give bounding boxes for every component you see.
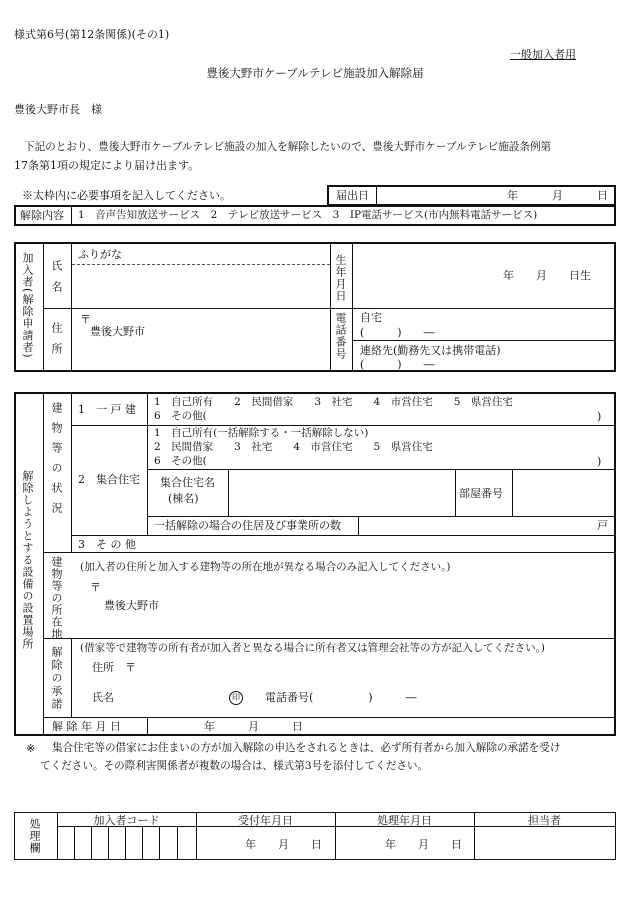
filing-date-box xyxy=(327,185,616,206)
detached-label: 1 一 戸 建 xyxy=(78,403,136,416)
intro-line-1: 下記のとおり、豊後大野市ケーブルテレビ施設の加入を解除したいので、豊後大野市ケーブルテレビ施設条例第 xyxy=(24,141,552,153)
filing-day: 日 xyxy=(597,189,608,202)
location-note: (加入者の住所と加入する建物等の所在地が異なる場合のみ記入してください。) xyxy=(80,561,451,573)
phone-label: 電話番号 xyxy=(334,312,347,360)
subscriber-code-label: 加入者コード xyxy=(93,814,160,827)
processing-label: 処理欄 xyxy=(28,818,41,854)
consent-address: 住所 〒 xyxy=(92,661,136,674)
staff-label: 担当者 xyxy=(528,814,561,827)
room-number-label: 部屋番号 xyxy=(459,487,503,500)
building-status-label: 建物等の状況 xyxy=(50,402,63,522)
filing-year: 年 xyxy=(507,189,518,202)
detached-close-paren: ) xyxy=(597,410,602,423)
detached-options-1: 1 自己所有 2 民間借家 3 社宅 4 市営住宅 5 県営住宅 xyxy=(154,396,513,408)
footnote-mark: ※ xyxy=(26,742,36,755)
subscriber-city: 豊後大野市 xyxy=(90,325,145,338)
consent-label: 解除の承諾 xyxy=(50,646,63,711)
contact-phone-format: ( ) ― xyxy=(360,358,435,371)
address-label: 住所 xyxy=(50,322,63,364)
contact-phone-label: 連絡先(勤務先又は携帯電話) xyxy=(360,344,501,357)
collective-options-2: 2 民間借家 3 社宅 4 市営住宅 5 県営住宅 xyxy=(154,441,433,453)
building-name-label: (棟名) xyxy=(168,492,199,505)
seal-icon: 印 xyxy=(229,691,243,705)
form-number: 様式第6号(第12条関係)(その1) xyxy=(14,28,170,41)
instruction-note: ※太枠内に必要事項を記入してください。 xyxy=(22,189,231,202)
received-date-format: 年 月 日 xyxy=(245,838,322,851)
complex-name-label: 集合住宅名 xyxy=(160,476,215,489)
subscriber-postal-mark: 〒 xyxy=(80,313,91,326)
cancel-date-label: 解 除 年 月 日 xyxy=(52,720,121,733)
subscriber-box xyxy=(14,242,616,372)
bulk-unit: 戸 xyxy=(597,519,608,532)
intro-line-2: 17条第1項の規定により届け出ます。 xyxy=(14,159,200,172)
location-label: 建物等の所在地 xyxy=(50,556,63,640)
consent-name: 氏名 xyxy=(92,691,114,704)
home-phone-label: 自宅 xyxy=(360,311,382,324)
footnote-line-2: てください。その際利害関係者が複数の場合は、様式第3号を添付してください。 xyxy=(40,760,429,772)
facility-section-label: 解除しようとする設備の設置場所 xyxy=(21,470,34,650)
name-label: 氏名 xyxy=(50,260,63,302)
footnote-line-1: 集合住宅等の借家にお住まいの方が加入解除の申込をされるときは、必ず所有者から加入解除の承諾を受け xyxy=(52,742,561,754)
consent-note: (借家等で建物等の所有者が加入者と異なる場合に所有者又は管理会社等の方が記入してください。) xyxy=(80,642,545,654)
collective-options-1: 1 自己所有(一括解除する・一括解除しない) xyxy=(154,427,369,439)
consent-phone: 電話番号( ) ― xyxy=(265,691,417,704)
processed-date-format: 年 月 日 xyxy=(385,838,462,851)
location-postal-mark: 〒 xyxy=(90,581,101,594)
location-city: 豊後大野市 xyxy=(104,599,159,612)
subscriber-section-label: 加入者(解除申請者) xyxy=(21,252,34,359)
birth-label: 生年月日 xyxy=(334,254,347,302)
detached-options-2: 6 その他( xyxy=(154,410,207,422)
subscriber-type: 一般加入者用 xyxy=(510,48,576,61)
processed-date-label: 処理年月日 xyxy=(377,814,432,827)
home-phone-format: ( ) ― xyxy=(360,326,435,339)
form-title: 豊後大野市ケーブルテレビ施設加入解除届 xyxy=(206,66,424,80)
cancel-date-format: 年 月 日 xyxy=(204,720,303,733)
received-date-label: 受付年月日 xyxy=(238,814,293,827)
bulk-count-label: 一括解除の場合の住居及び事業所の数 xyxy=(154,519,341,532)
other-label: 3 そ の 他 xyxy=(78,538,136,551)
filing-month: 月 xyxy=(552,189,563,202)
birth-format: 年 月 日生 xyxy=(503,269,591,282)
furigana-label: ふりがな xyxy=(78,248,122,261)
addressee: 豊後大野市長 様 xyxy=(14,103,102,116)
collective-options-3: 6 その他( xyxy=(154,455,207,467)
collective-close-paren: ) xyxy=(597,455,602,468)
cancellation-label: 解除内容 xyxy=(20,209,64,222)
cancellation-options: 1 音声告知放送サービス 2 テレビ放送サービス 3 IP電話サービス(市内無料電話サービス) xyxy=(78,209,538,221)
filing-date-label: 届出日 xyxy=(336,189,369,202)
collective-label: 2 集合住宅 xyxy=(78,473,140,486)
